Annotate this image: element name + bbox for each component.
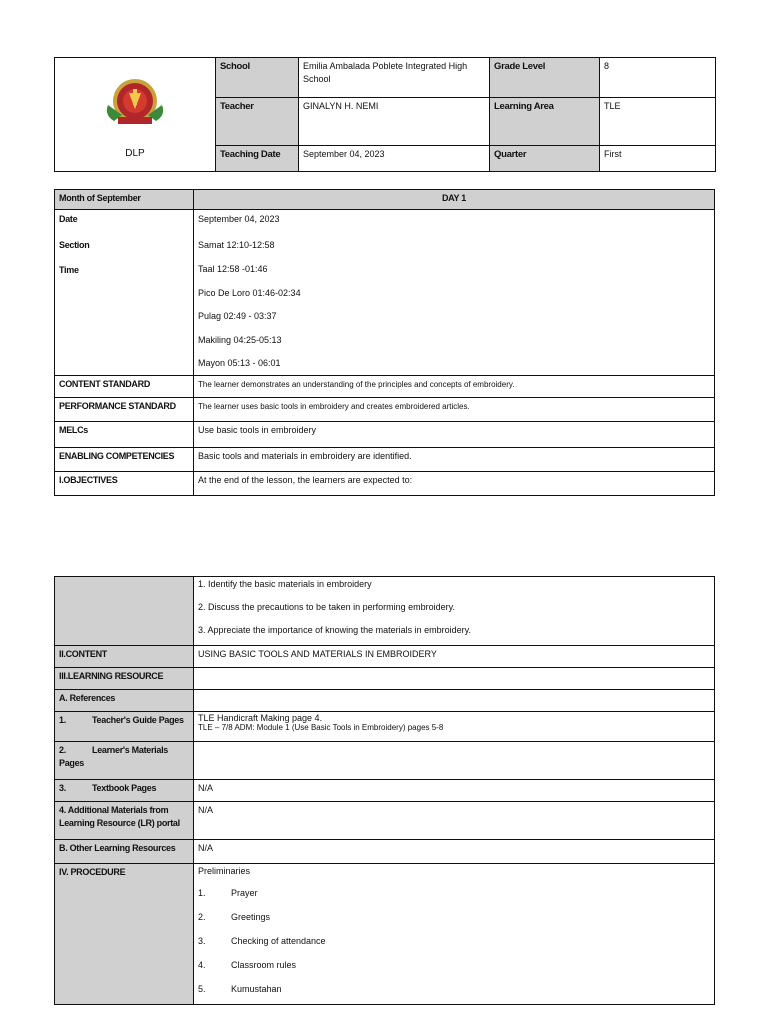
- procedure-num: 2.: [198, 912, 206, 922]
- procedure-num: 5.: [198, 984, 206, 994]
- grade-value: 8: [600, 58, 716, 98]
- schedule-cell: [194, 210, 715, 376]
- schedule-item: Makiling 04:25-05:13: [198, 334, 282, 345]
- date-row-label: Date: [59, 214, 78, 224]
- procedure-item: [198, 908, 710, 932]
- schedule-item: Mayon 05:13 - 06:01: [198, 358, 281, 368]
- procedure-list: [194, 864, 715, 1005]
- procedure-text: Classroom rules: [231, 960, 297, 970]
- performance-standard-value: The learner uses basic tools in embroidery and creates embroidered articles.: [194, 397, 715, 421]
- objectives-value: At the end of the lesson, the learners are expected to:: [194, 471, 715, 495]
- page2-table: [54, 576, 715, 1005]
- content-standard-label: CONTENT STANDARD: [55, 375, 194, 397]
- plan-table: [54, 189, 715, 496]
- references-label: A. References: [55, 690, 194, 712]
- area-label: Learning Area: [490, 98, 600, 146]
- time-row-label: Time: [59, 265, 79, 275]
- objective-item: 1. Identify the basic materials in embroidery: [198, 579, 372, 589]
- additional-label: 4. Additional Materials from Learning Resource (LR) portal: [55, 802, 194, 840]
- teacher-label: Teacher: [216, 98, 299, 146]
- additional-value: N/A: [194, 802, 715, 840]
- procedure-num: 4.: [198, 960, 206, 970]
- procedure-item: [198, 980, 710, 1004]
- school-logo: [102, 75, 168, 133]
- date-section-time-labels: [55, 210, 194, 376]
- tg-line-1: TLE Handicraft Making page 4.: [198, 713, 323, 723]
- lm-num: 2.: [59, 745, 66, 755]
- procedure-num: 3.: [198, 936, 206, 946]
- tg-label-cell: [55, 712, 194, 742]
- enabling-value: Basic tools and materials in embroidery are identified.: [194, 447, 715, 471]
- header-table: [54, 57, 716, 172]
- objective-item: 3. Appreciate the importance of knowing the materials in embroidery.: [198, 625, 471, 635]
- resource-label: III.LEARNING RESOURCE: [55, 668, 194, 690]
- section-row-label: Section: [59, 239, 90, 250]
- content-standard-value: The learner demonstrates an understanding of the principles and concepts of embroidery.: [194, 375, 715, 397]
- procedure-item: [198, 932, 710, 956]
- school-value: Emilia Ambalada Poblete Integrated High School: [299, 58, 490, 98]
- objectives-spacer: [55, 577, 194, 646]
- dlp-label: DLP: [125, 148, 145, 159]
- melcs-label: MELCs: [55, 421, 194, 447]
- other-resources-value: N/A: [194, 840, 715, 864]
- teacher-value: GINALYN H. NEMI: [299, 98, 490, 146]
- other-resources-label: B. Other Learning Resources: [55, 840, 194, 864]
- quarter-value: First: [600, 146, 716, 172]
- quarter-label: Quarter: [490, 146, 600, 172]
- tg-value: [194, 712, 715, 742]
- objectives-label: I.OBJECTIVES: [55, 471, 194, 495]
- tb-label-cell: [55, 780, 194, 802]
- procedure-label: IV. PROCEDURE: [55, 864, 194, 1005]
- grade-label: Grade Level: [490, 58, 600, 98]
- schedule-item: Samat 12:10-12:58: [198, 239, 275, 250]
- objectives-list: [194, 577, 715, 646]
- procedure-item: [198, 884, 710, 908]
- procedure-text: Prayer: [231, 888, 258, 898]
- procedure-item: [198, 956, 710, 980]
- resource-value: [194, 668, 715, 690]
- prelim-label: Preliminaries: [198, 866, 251, 876]
- performance-standard-label: PERFORMANCE STANDARD: [55, 397, 194, 421]
- tg-num: 1.: [59, 715, 66, 725]
- school-label: School: [216, 58, 299, 98]
- objective-item: 2. Discuss the precautions to be taken in performing embroidery.: [198, 602, 455, 612]
- content-label: II.CONTENT: [55, 646, 194, 668]
- lm-label-cell: [55, 742, 194, 780]
- procedure-text: Checking of attendance: [231, 936, 326, 946]
- day-label: DAY 1: [194, 190, 715, 210]
- procedure-text: Greetings: [231, 912, 271, 922]
- tb-label: Textbook Pages: [92, 783, 157, 793]
- schedule-item: Taal 12:58 -01:46: [198, 264, 268, 274]
- content-value: USING BASIC TOOLS AND MATERIALS IN EMBROIDERY: [194, 646, 715, 668]
- lm-label: Learner's Materials Pages: [59, 745, 168, 768]
- date-value: September 04, 2023: [299, 146, 490, 172]
- schedule-item: Pulag 02:49 - 03:37: [198, 311, 277, 321]
- melcs-value: Use basic tools in embroidery: [194, 421, 715, 447]
- tb-num: 3.: [59, 783, 66, 793]
- schedule-item: September 04, 2023: [198, 214, 280, 224]
- month-label: Month of September: [55, 190, 194, 210]
- date-label: Teaching Date: [216, 146, 299, 172]
- procedure-num: 1.: [198, 888, 206, 898]
- enabling-label: ENABLING COMPETENCIES: [55, 447, 194, 471]
- schedule-item: Pico De Loro 01:46-02:34: [198, 287, 301, 298]
- tg-line-2: TLE – 7/8 ADM: Module 1 (Use Basic Tools in Embroidery) pages 5-8: [198, 723, 444, 732]
- tg-label: Teacher's Guide Pages: [92, 715, 184, 725]
- references-value: [194, 690, 715, 712]
- area-value: TLE: [600, 98, 716, 146]
- lm-value: [194, 742, 715, 780]
- procedure-text: Kumustahan: [231, 984, 282, 994]
- logo-cell: [55, 58, 216, 172]
- tb-value: N/A: [194, 780, 715, 802]
